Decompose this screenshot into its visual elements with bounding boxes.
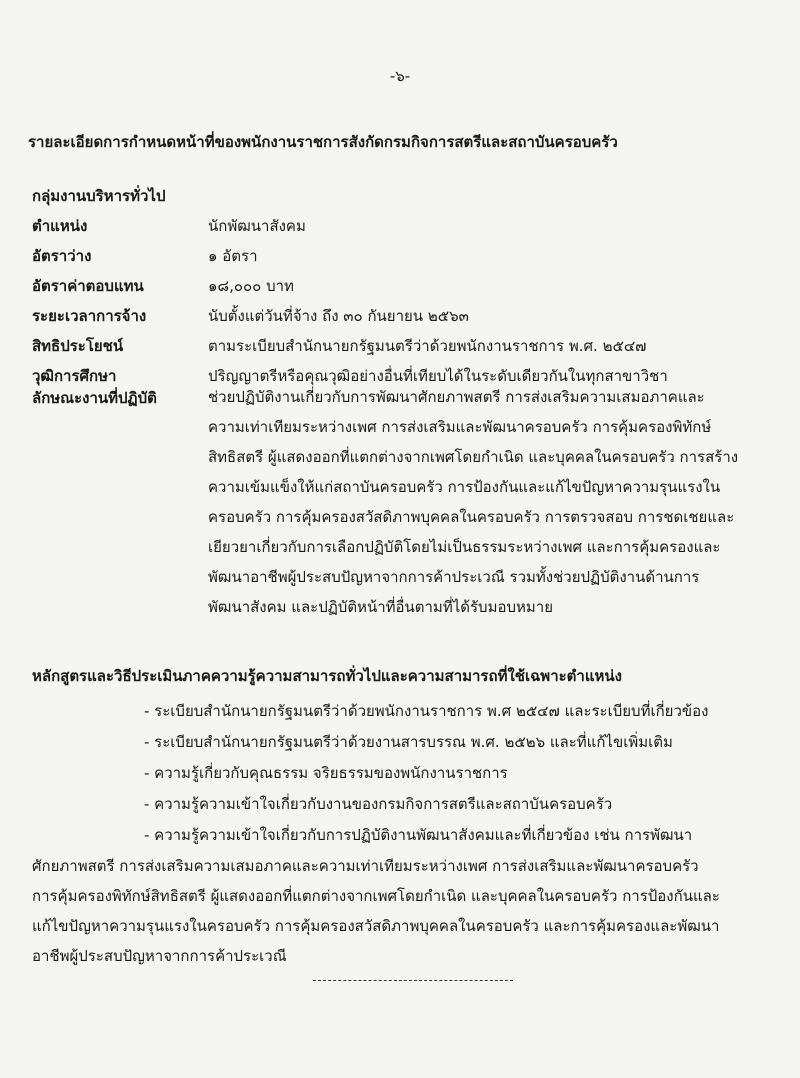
criteria-item: - ระเบียบสำนักนายกรัฐมนตรีว่าด้วยงานสารบรรณ พ.ศ. ๒๕๒๖ และที่แก้ไขเพิ่มเติม	[144, 733, 673, 751]
field-label: สิทธิประโยชน์	[32, 337, 124, 355]
field-row-benefits	[32, 334, 792, 364]
field-row-period	[32, 304, 792, 334]
field-value: นับตั้งแต่วันที่จ้าง ถึง ๓๐ กันยายน ๒๕๖๓	[208, 307, 469, 325]
continuation-line: อาชีพผู้ประสบปัญหาจากการค้าประเวณี	[32, 947, 287, 965]
field-label: อัตราว่าง	[32, 247, 92, 265]
criteria-item: - ความรู้ความเข้าใจเกี่ยวกับงานของกรมกิจการสตรีและสถาบันครอบครัว	[144, 795, 613, 813]
duty-line: ความเท่าเทียมระหว่างเพศ การส่งเสริมและพัฒนาครอบครัว การคุ้มครองพิทักษ์	[208, 418, 712, 436]
field-value: นักพัฒนาสังคม	[208, 217, 306, 235]
criteria-item: - ระเบียบสำนักนายกรัฐมนตรีว่าด้วยพนักงานราชการ พ.ศ ๒๕๔๗ และระเบียบที่เกี่ยวข้อง	[144, 702, 709, 720]
criteria-heading: หลักสูตรและวิธีประเมินภาคความรู้ความสามารถทั่วไปและความสามารถที่ใช้เฉพาะตำแหน่ง	[32, 667, 622, 685]
field-label: ตำแหน่ง	[32, 217, 88, 235]
duty-line: ครอบครัว การคุ้มครองสวัสดิภาพบุคคลในครอบครัว การตรวจสอบ การชดเชยและ	[208, 508, 735, 526]
criteria-continuation	[32, 855, 792, 975]
field-row-position	[32, 214, 792, 244]
field-value: ๑๘,๐๐๐ บาท	[208, 277, 294, 295]
duty-line: เยียวยาเกี่ยวกับการเลือกปฏิบัติโดยไม่เป็นธรรมระหว่างเพศ และการคุ้มครองและ	[208, 538, 721, 556]
criteria-list	[144, 700, 794, 855]
page-number: -๖-	[389, 67, 411, 85]
duty-line: พัฒนาสังคม และปฏิบัติหน้าที่อื่นตามที่ได้รับมอบหมาย	[208, 598, 553, 616]
duty-label: ลักษณะงานที่ปฏิบัติ	[32, 389, 157, 407]
criteria-item: - ความรู้เกี่ยวกับคุณธรรม จริยธรรมของพนักงานราชการ	[144, 764, 508, 782]
field-label: วุฒิการศึกษา	[32, 367, 117, 385]
duty-line: ช่วยปฏิบัติงานเกี่ยวกับการพัฒนาศักยภาพสตรี การส่งเสริมความเสมอภาคและ	[208, 388, 705, 406]
field-row-salary	[32, 274, 792, 304]
field-value: ปริญญาตรีหรือคุณวุฒิอย่างอื่นที่เทียบได้ในระดับเดียวกันในทุกสาขาวิชา	[208, 367, 668, 385]
continuation-line: ศักยภาพสตรี การส่งเสริมความเสมอภาคและความเท่าเทียมระหว่างเพศ การส่งเสริมและพัฒนาครอบครัว	[32, 857, 699, 875]
continuation-line: การคุ้มครองพิทักษ์สิทธิสตรี ผู้แสดงออกที่แตกต่างจากเพศโดยกำเนิด และบุคคลในครอบครัว การป้องกันและ	[32, 887, 720, 905]
field-label: ระยะเวลาการจ้าง	[32, 307, 147, 325]
criteria-item: - ความรู้ความเข้าใจเกี่ยวกับการปฏิบัติงานพัฒนาสังคมและที่เกี่ยวข้อง เช่น การพัฒนา	[144, 826, 693, 844]
field-label: อัตราค่าตอบแทน	[32, 277, 144, 295]
field-row-vacancy	[32, 244, 792, 274]
group-heading: กลุ่มงานบริหารทั่วไป	[32, 187, 166, 205]
duty-line: พัฒนาอาชีพผู้ประสบปัญหาจากการค้าประเวณี รวมทั้งช่วยปฏิบัติงานด้านการ	[208, 568, 700, 586]
duty-text	[208, 386, 792, 626]
field-value: ๑ อัตรา	[208, 247, 258, 265]
continuation-line: แก้ไขปัญหาความรุนแรงในครอบครัว การคุ้มครองสวัสดิภาพบุคคลในครอบครัว และการคุ้มครองและพัฒนา	[32, 917, 720, 935]
end-divider	[313, 980, 513, 981]
field-value: ตามระเบียบสำนักนายกรัฐมนตรีว่าด้วยพนักงานราชการ พ.ศ. ๒๕๔๗	[208, 337, 647, 355]
duty-line: ความเข้มแข็งให้แก่สถาบันครอบครัว การป้องกันและแก้ไขปัญหาความรุนแรงใน	[208, 478, 721, 496]
document-title: รายละเอียดการกำหนดหน้าที่ของพนักงานราชการสังกัดกรมกิจการสตรีและสถาบันครอบครัว	[28, 133, 618, 151]
duty-line: สิทธิสตรี ผู้แสดงออกที่แตกต่างจากเพศโดยกำเนิด และบุคคลในครอบครัว การสร้าง	[208, 448, 739, 466]
